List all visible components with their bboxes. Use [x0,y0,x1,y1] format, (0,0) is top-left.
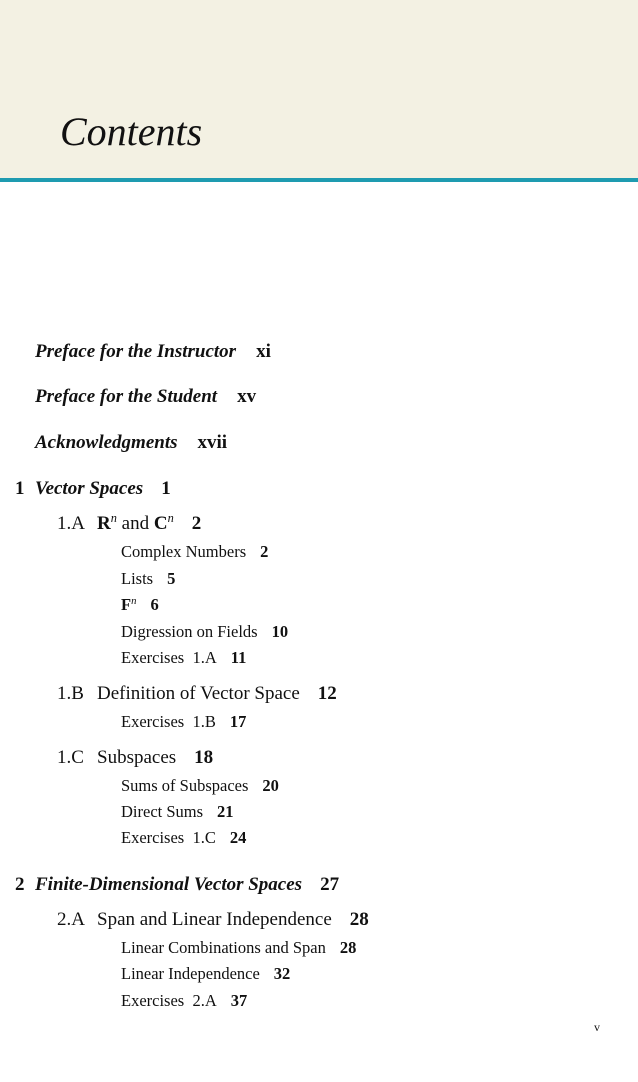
sub-title: Linear Combinations and Span [121,938,326,957]
page-folio: v [594,1020,600,1034]
toc-entry-preface-instructor[interactable] [35,342,271,361]
toc-sub-sums-subspaces[interactable] [121,778,279,795]
toc-sub-exercises-2a[interactable] [121,993,247,1010]
section-page: 12 [317,683,337,704]
toc-chapter-1[interactable] [15,479,171,498]
entry-page: xv [237,386,257,407]
header-rule [0,178,638,182]
sub-title: Exercises 1.B [121,712,216,731]
toc-section-2a[interactable] [57,910,369,929]
toc-section-1a[interactable] [57,511,202,534]
section-conjunction: and [121,513,150,534]
sub-page: 10 [271,622,289,641]
section-page: 28 [349,909,369,930]
toc-section-1c[interactable] [57,748,213,767]
toc-sub-lists[interactable] [121,571,175,588]
sub-title: Linear Independence [121,964,260,983]
toc-sub-linear-independence[interactable] [121,966,290,983]
chapter-number: 1 [15,478,25,499]
sub-page: 17 [229,712,247,731]
section-title: Subspaces [97,747,177,768]
sub-title: Direct Sums [121,802,204,821]
chapter-number: 2 [15,874,25,895]
sub-title: Exercises 2.A [121,991,217,1010]
sub-page: 20 [262,776,279,795]
chapter-page: 1 [161,478,171,499]
toc-sub-exercises-1b[interactable] [121,714,246,731]
entry-page: xvii [197,432,228,453]
chapter-page: 27 [320,874,340,895]
sub-title: Digression on Fields [121,622,258,641]
sub-title: Exercises 1.A [121,648,217,667]
section-number: 2.A [57,909,85,930]
superscript-n: n [110,511,117,526]
section-number: 1.B [57,683,84,704]
entry-title: Preface for the Student [35,386,218,407]
toc-sub-complex-numbers[interactable] [121,544,268,561]
sub-page: 24 [229,828,247,847]
sub-page: 28 [339,938,357,957]
blackboard-f: F [121,595,132,614]
page-title: Contents [60,109,203,154]
sub-page: 6 [150,595,159,614]
toc-sub-exercises-1a[interactable] [121,650,246,667]
section-page: 18 [194,747,214,768]
chapter-title: Finite-Dimensional Vector Spaces [35,874,303,895]
sub-title: Sums of Subspaces [121,776,249,795]
toc-sub-fn[interactable] [121,597,159,614]
blackboard-c: C [153,513,168,534]
chapter-title: Vector Spaces [35,478,144,499]
entry-title: Preface for the Instructor [35,341,237,362]
superscript-n: n [131,595,137,608]
section-page: 2 [191,513,202,534]
sub-page: 2 [260,542,269,561]
toc-sub-direct-sums[interactable] [121,804,234,821]
toc-section-1b[interactable] [57,684,337,703]
sub-page: 21 [217,802,234,821]
toc-chapter-2[interactable] [15,875,339,894]
entry-page: xi [256,341,271,362]
sub-page: 11 [230,648,247,667]
toc-sub-linear-combinations[interactable] [121,940,356,957]
blackboard-r: R [97,513,111,534]
toc-sub-digression-fields[interactable] [121,624,288,641]
sub-page: 5 [167,569,176,588]
section-title: Span and Linear Independence [97,909,332,930]
section-title: Definition of Vector Space [97,683,300,704]
toc-entry-preface-student[interactable] [35,387,256,406]
sub-title: Lists [121,569,154,588]
superscript-n: n [167,511,174,526]
sub-page: 32 [273,964,291,983]
section-number: 1.C [57,747,84,768]
sub-title: Complex Numbers [121,542,247,561]
sub-title: Exercises 1.C [121,828,216,847]
toc-entry-acknowledgments[interactable] [35,433,227,452]
entry-title: Acknowledgments [35,432,178,453]
toc-sub-exercises-1c[interactable] [121,830,246,847]
sub-page: 37 [230,991,248,1010]
section-number: 1.A [57,513,85,534]
